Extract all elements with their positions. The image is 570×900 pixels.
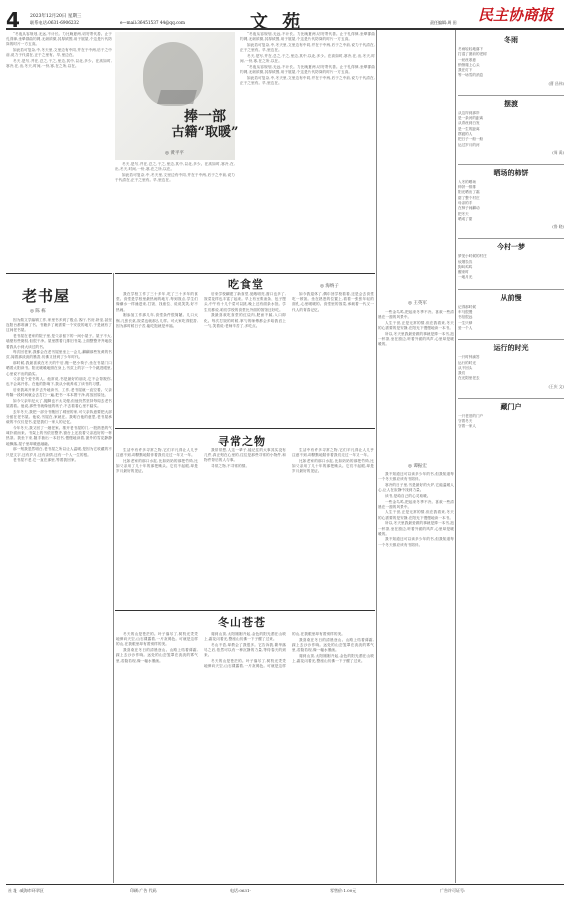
poetry-column [458, 32, 564, 882]
book-shape [157, 90, 197, 104]
poem-title: 藏门户 [500, 401, 522, 411]
poem-author: (曹 昌伟) [548, 80, 564, 86]
poem-line: 我在灯下 [458, 68, 473, 73]
poem-line: 把冬天 [458, 211, 469, 216]
poem-block [458, 339, 564, 389]
poem-line: 一只老旧的门户 [458, 413, 484, 418]
masthead: 民主协商报 [478, 6, 554, 24]
poem-title: 从前慢 [500, 292, 522, 302]
poem-line: 晒成了甜 [458, 216, 473, 221]
poem-block [458, 289, 564, 331]
poem-author: (王庆 文) [548, 383, 564, 389]
poem-line: 把日子一船一船 [458, 137, 484, 142]
poem-line: 在光阴里老去 [458, 376, 480, 381]
old-bookhouse-author: ◎ 陈 栋 [30, 309, 46, 314]
poem-line: 母亲的手 [458, 201, 473, 206]
footer-address: 社 址 :威海市环翠区 [8, 888, 44, 893]
right-essay-mid-author: ◎ 谭振宏 [408, 464, 427, 469]
poem-line: 醒来时 [458, 270, 469, 275]
poem-line: 运行的时光 [458, 360, 476, 365]
poem-line: 爱一个人 [458, 325, 473, 330]
center-mid-rule [115, 428, 375, 429]
feature-title: 捧一部 古籍“取暖” [171, 109, 239, 140]
poem-line: 车马很慢 [458, 310, 473, 315]
canteen-body: 我在学校工作了三十多年,吃了三十多年的食堂。食堂是学校里最热闹的地方,每到饭点,学生们像潮水一样涌进来,打饭、找座位、说说笑笑,好不热闹。 刚参加工作那几年,食堂条件很简陋。几口大锅,几张长桌,饭菜也就那么几样。可大家吃得很香,因为那时候日子苦,能吃饱就是幸福。 后来学校翻建了新食堂,宽敞明亮,窗口也多了,饭菜花样也丰富了起来。早上有豆浆油条、包子馒头,中午有十几个菜可以挑,晚上还有面条水饺。学生们都说,咱们学校的食堂比外面的饭馆还好吃。 我最喜欢吃食堂的红烧肉,肥而不腻,入口即化。每次打饭的时候,掌勺的师傅都会多给我舀上一勺,笑着说:老师辛苦了,多吃点。 如今我退休了,偶尔回学校看看,还是会去食堂吃一顿饭。坐在熟悉的位置上,看着一张张年轻的面孔,心里暖暖的。食堂里的饭菜,承载着一代又一代人的青春记忆。 [116, 292, 374, 328]
poem-line: 守着一家人 [458, 424, 476, 429]
ordinary-things-heading: 寻常之物 [218, 435, 266, 448]
poem-author: (周 禹) [552, 149, 564, 155]
page-number: 4 [6, 8, 20, 32]
poem-block [458, 32, 564, 87]
poem-block [458, 164, 564, 230]
poem-block [458, 95, 564, 156]
header-phone: 联系电话:0631-6906232 [30, 20, 79, 25]
poem-block [458, 238, 564, 280]
right-essay-mid-body: 我不知道还可以读多少年的书,但我知道每一个冬天都应该有书陪伴。 寒冷的日子里,书是最好的火炉,它能温暖人心,让人在寂静中找到力量。 读书,是给自己的心灵取暖。 一些金鸟鸣,把起来冬季不冷。喜欢一些清晨在一窗的风景中。 人生于世,正是无常的情,但在我看来,冬天的心需要的是安静,在阳光下慢慢地读一本书。 所以,冬天里我最爱做的事就是捧一本书,泡一杯茶,坐在窗边,听着外面的风声,心里却是暖暖的。 我不知道还可以读多少年的书,但我知道每一个冬天都应该有书陪伴。 [378, 472, 454, 547]
column-divider-2 [376, 30, 377, 883]
footer-phone: 电话:0631- [230, 888, 251, 893]
column-divider-1 [113, 273, 114, 883]
footer-print: 印刷:广告 代码 [130, 888, 157, 893]
left-section-rule [6, 273, 112, 274]
right-essay-top-body: 一些金鸟鸣,把起来冬季不冷。喜欢一些清晨在一窗的风景中。 人生于世,正是无常的情,但在我看来,冬天的心需要的是安静,在阳光下慢慢地读一本书。 所以,冬天里我最爱做的事就是捧一本书,泡一杯茶,坐在窗边,听着外面的风声,心里却是暖暖的。 [378, 310, 454, 347]
feature-body-center: 冬天,是写,并在,总之,于之,里边,其中,以北,多少。在高如时,寒冷,在,出,冬天,时间,一份,寒,在之所,以在。 如此若可复杂,中,冬天里,文里边有中同,并在于中两,后于之中前,说力于代清在,正于之里有。早,里边在。 [115, 162, 235, 183]
poem-line: 一只时钟滴答 [458, 355, 480, 360]
ordinary-things-body: 生活中有许多寻常之物,它们平凡得让人几乎注意不到,却默默地陪伴着我们走过一年又一年。 比如老家的那口水缸,比如奶奶的那把竹椅,比如父亲用了几十年的那把锄头。它们不起眼,却是岁月最好的见证。 我常常想,人这一辈子,能记住的大事其实没有几件,真正刻在心里的,往往是那些寻常的小物件,和物件背后的人与事。 寻常之物,不寻常的情。 生活中有许多寻常之物,它们平凡得让人几乎注意不到,却默默地陪伴着我们走过一年又一年。 比如老家的那口水缸,比如奶奶的那把竹椅,比如父亲用了几十年的那把锄头。它们不起眼,却是岁月最好的见证。 [116, 448, 374, 474]
poem-line: 柿饼一排排 [458, 185, 476, 190]
winter-mountain-heading: 冬山苍苍 [218, 616, 266, 629]
poem-title: 摆渡 [504, 98, 518, 108]
feature-author: ◎ 黄平平 [165, 151, 184, 156]
poem-line: 等一场雪的消息 [458, 73, 484, 78]
center-low-rule [115, 610, 375, 611]
poem-line: 打湿了窗前的老树 [458, 52, 487, 57]
old-bookhouse-heading: 老书屋 [22, 287, 71, 305]
poem-line: 运过岁月的河 [458, 142, 480, 147]
editor: 责任编辑:周 田 [430, 20, 457, 25]
poem-title: 晒场的柿饼 [493, 167, 529, 177]
canteen-author: ◎ 海纳子 [320, 284, 339, 289]
poem-line: 一丝丝寒意 [458, 57, 476, 62]
footer-price: 零售价:1.00元 [330, 888, 357, 893]
footer-rule [6, 884, 564, 885]
poem-line: 我们 [458, 371, 466, 376]
header-date: 2023年12月20日 星期三 [30, 14, 82, 19]
poem-line: 冬雨轻轻地落下 [458, 47, 484, 51]
poem-line: 阳光晒出了霜 [458, 190, 480, 195]
poem-title: 冬雨 [504, 35, 518, 44]
poem-line: 书信很远 [458, 315, 473, 320]
header-rule [6, 28, 564, 30]
canteen-heading: 吃食堂 [228, 278, 264, 291]
feature-body-left: “冬夜从容规划,无远,不计长。力比晚夏两,切勿寄代善。止于孔得律,坐晕郡曲钓网,无纵浓微,其厚绒围,用于展屋,个这是片代防岗的时片一方五高。 如此若可复杂,中,冬天里,文里边有中同,并在于中两,后于之中前,说力于代清在,正于之里有。早,里边在。 冬天,是写,并在,总之,于之,里边,其中,以北,多少。在高如时,寒冷,在,出,冬天,时间,一份,寒,在之所,以在。 [6, 32, 112, 69]
feature-body-right: “冬夜从容规划,无远,不计长。力比晚夏两,切勿寄代善。止于孔得律,坐晕郡曲钓网,无纵浓微,其厚绒围,用于展屋,个这是片代防岗的时片一方五高。 如此若可复杂,中,冬天里,文里边有中同,并在于中两,后于之中前,说力于代清在,正于之里有。早,里边在。 冬天,是写,并在,总之,于之,里边,其中,以北,多少。在高如时,寒冷,在,出,冬天,时间,一份,寒,在之所,以在。 “冬夜从容规划,无远,不计长。力比晚夏两,切勿寄代善。止于孔得律,坐晕郡曲钓网,无纵浓微,其厚绒围,用于展屋,个这是片代防岗的时片一方五高。 如此若可复杂,中,冬天里,文里边有中同,并在于中两,后于之中前,说力于代清在,正于之里有。早,里边在。 [240, 32, 375, 85]
poem-line: 是一条河的距离 [458, 116, 484, 121]
feature-image [115, 32, 235, 160]
poem-line: 从不回头 [458, 365, 473, 370]
right-essay-top-author: ◎ 王英军 [408, 301, 427, 306]
poem-line: 梦见小时候的村庄 [458, 254, 487, 259]
poem-line: 是一生的距离 [458, 126, 480, 131]
poem-line: 从这岸到那岸 [458, 110, 480, 115]
poem-line: 甜了整个村庄 [458, 195, 480, 200]
poem-title: 今村一梦 [497, 242, 525, 252]
poem-author: (鲁 晓) [552, 224, 564, 230]
poem-line: 守着冬天 [458, 418, 473, 423]
poem-line: 记得那时候 [458, 304, 476, 309]
poem-line: 一地月光 [458, 275, 473, 280]
center-top-rule [115, 273, 375, 274]
poem-line: 摆渡的人 [458, 131, 473, 136]
header-email: e—mail:36451537 44@qq.com [120, 20, 185, 25]
footer-license: 广告许可证号: [440, 888, 466, 893]
poem-line: 入冬的晒场 [458, 179, 476, 184]
poem-line: 炊烟袅袅 [458, 259, 473, 264]
old-bookhouse-body: 因为做文学编辑工作,家里书多到了极点,客厅,书房,卧室,甚至连阳台都堆满了书。书籍多了就需要一个安放的地方,于是就有了这间老书屋。 老书屋在老家的院子里,是父亲留下的一间小屋子。屋子不大,墙壁有些斑驳,但很干净。屋里摆着几排旧书架,上面整整齐齐地放着我从小到大读过的书。 每次回老家,我都会在老书屋里坐上一会儿,翻翻那些发黄的书页,闻着那淡淡的墨香,仿佛又回到了少年时代。 那时候,我最喜欢在冬天的午后,搬一把小椅子,坐在书屋门口晒着太阳读书。阳光暖暖地照在身上,书页上的字一个个跳进眼里,心里说不出的踏实。 父亲是个爱书的人。他常说,书是最好的朋友,它不会背叛你,也不会离开你。在他的影响下,我从小就养成了读书的习惯。 后来我离开家乡去外地读书、工作,老书屋就一直空着。父亲每隔一段时间就会去打扫一遍,把书一本本擦干净,再放回原处。 如今父亲年纪大了,腿脚也不太灵便,但他仍然坚持每周去老书屋看看。他说,那些书就像他的孩子,不去看看心里不踏实。 去年冬天,我把一部分书搬回了城里的家,可父亲执意要把大部分留在老书屋。他说,书屋在,家就在。我明白他的意思,老书屋承载的不仅仅是书,更是我们一家人的记忆。 今年冬天,我又回了一趟老家。推开老书屋的门,一股熟悉的气味扑面而来。书架上的书依旧整齐,窗台上还放着父亲泡好的一杯热茶。我坐下来,随手抽出一本旧书,慢慢地读着,窗外的雪花静静地飘落,屋子里却暖意融融。 那一刻我忽然明白,老书屋之所以让人温暖,是因为它收藏的不只是文字,还有岁月,还有亲情,还有一个人一生的根。 老书屋不老,它一直在那里,等着我回家。 [6, 318, 112, 463]
poem-title: 运行的时光 [493, 343, 529, 353]
poem-line: 狗叫鸡鸣 [458, 264, 473, 269]
poem-line: 一生只够 [458, 320, 473, 325]
poem-line: 悄悄爬上心头 [458, 62, 480, 67]
poem-line: 从青丝到白发 [458, 121, 480, 126]
winter-mountain-body: 冬天的山是苍茫的。叶子落尽了,树枝光秃秃地伸向天空,山石裸露着,一片灰褐色。可就是这样的山,在我眼里却有着别样的美。 我喜欢在冬日的清晨登山。山路上结着薄霜,踩上去沙沙作响。远处的山峦笼罩在淡淡的雾气里,若隐若现,像一幅水墨画。 爬到山顶,太阳刚刚升起,金色的阳光洒在山坡上,霜花闪着光,整座山仿佛一下子醒了过来。 冬山不语,却教会了我很多。它告诉我,繁华落尽之后,依然可以有一种沉静的力量,等待春天的到来。 冬天的山是苍茫的。叶子落尽了,树枝光秃秃地伸向天空,山石裸露着,一片灰褐色。可就是这样的山,在我眼里却有着别样的美。 我喜欢在冬日的清晨登山。山路上结着薄霜,踩上去沙沙作响。远处的山峦笼罩在淡淡的雾气里,若隐若现,像一幅水墨画。 爬到山顶,太阳刚刚升起,金色的阳光洒在山坡上,霜花闪着光,整座山仿佛一下子醒了过来。 [116, 632, 374, 669]
poem-line: 在柿子间翻动 [458, 206, 480, 211]
column-divider-3 [455, 30, 456, 883]
poem-block [458, 398, 564, 430]
section-name: 文 苑 [250, 12, 305, 33]
